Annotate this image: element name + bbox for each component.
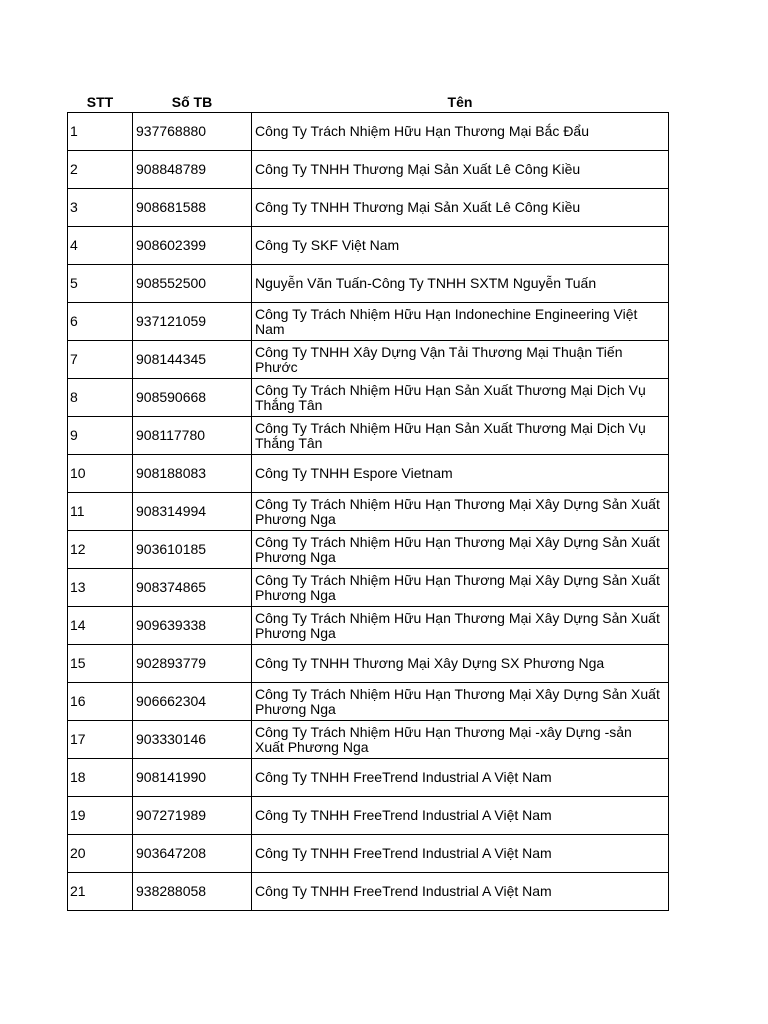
header-so-tb: Số TB <box>171 93 213 110</box>
header-row <box>68 92 669 113</box>
cell-ten: Công Ty TNHH FreeTrend Industrial A Việt Nam <box>252 759 669 797</box>
cell-ten: Nguyễn Văn Tuấn-Công Ty TNHH SXTM Nguyễn Tuấn <box>252 265 669 303</box>
cell-ten: Công Ty Trách Nhiệm Hữu Hạn Sản Xuất Thương Mại Dịch Vụ Thắng Tân <box>252 417 669 455</box>
cell-so-tb: 937768880 <box>133 113 252 151</box>
cell-ten: Công Ty TNHH FreeTrend Industrial A Việt Nam <box>252 797 669 835</box>
cell-so-tb: 908681588 <box>133 189 252 227</box>
table-row <box>68 835 669 873</box>
table-row <box>68 531 669 569</box>
cell-ten: Công Ty Trách Nhiệm Hữu Hạn Thương Mại Bắc Đẩu <box>252 113 669 151</box>
cell-stt: 9 <box>68 417 133 455</box>
cell-ten: Công Ty Trách Nhiệm Hữu Hạn Sản Xuất Thương Mại Dịch Vụ Thắng Tân <box>252 379 669 417</box>
cell-stt: 5 <box>68 265 133 303</box>
cell-stt: 3 <box>68 189 133 227</box>
table-row <box>68 189 669 227</box>
table-row <box>68 645 669 683</box>
table-row <box>68 797 669 835</box>
cell-so-tb: 908117780 <box>133 417 252 455</box>
cell-stt: 21 <box>68 873 133 911</box>
table-header <box>68 92 669 113</box>
cell-ten: Công Ty TNHH Espore Vietnam <box>252 455 669 493</box>
table-row <box>68 227 669 265</box>
cell-stt: 7 <box>68 341 133 379</box>
cell-ten: Công Ty Trách Nhiệm Hữu Hạn Thương Mại Xây Dựng Sản Xuất Phương Nga <box>252 531 669 569</box>
cell-stt: 14 <box>68 607 133 645</box>
cell-so-tb: 938288058 <box>133 873 252 911</box>
table-row <box>68 151 669 189</box>
table-row <box>68 417 669 455</box>
table-row <box>68 721 669 759</box>
cell-stt: 20 <box>68 835 133 873</box>
cell-ten: Công Ty TNHH Thương Mại Sản Xuất Lê Công Kiều <box>252 189 669 227</box>
cell-ten: Công Ty TNHH Thương Mại Sản Xuất Lê Công Kiều <box>252 151 669 189</box>
cell-stt: 15 <box>68 645 133 683</box>
table-row <box>68 607 669 645</box>
cell-stt: 11 <box>68 493 133 531</box>
cell-ten: Công Ty Trách Nhiệm Hữu Hạn Thương Mại Xây Dựng Sản Xuất Phương Nga <box>252 683 669 721</box>
cell-ten: Công Ty SKF Việt Nam <box>252 227 669 265</box>
table-row <box>68 493 669 531</box>
cell-so-tb: 908602399 <box>133 227 252 265</box>
table-row <box>68 873 669 911</box>
cell-so-tb: 907271989 <box>133 797 252 835</box>
cell-so-tb: 908141990 <box>133 759 252 797</box>
cell-stt: 19 <box>68 797 133 835</box>
cell-so-tb: 908590668 <box>133 379 252 417</box>
cell-so-tb: 908552500 <box>133 265 252 303</box>
header-ten: Tên <box>447 93 473 110</box>
cell-stt: 12 <box>68 531 133 569</box>
cell-ten: Công Ty TNHH Xây Dựng Vận Tải Thương Mại Thuận Tiến Phước <box>252 341 669 379</box>
table-row <box>68 265 669 303</box>
cell-stt: 4 <box>68 227 133 265</box>
cell-so-tb: 908144345 <box>133 341 252 379</box>
cell-so-tb: 908314994 <box>133 493 252 531</box>
cell-so-tb: 903330146 <box>133 721 252 759</box>
cell-stt: 6 <box>68 303 133 341</box>
table-row <box>68 341 669 379</box>
cell-ten: Công Ty Trách Nhiệm Hữu Hạn Thương Mại Xây Dựng Sản Xuất Phương Nga <box>252 607 669 645</box>
cell-stt: 17 <box>68 721 133 759</box>
subscriber-table <box>67 92 669 911</box>
cell-stt: 13 <box>68 569 133 607</box>
cell-so-tb: 908848789 <box>133 151 252 189</box>
cell-ten: Công Ty Trách Nhiệm Hữu Hạn Thương Mại Xây Dựng Sản Xuất Phương Nga <box>252 569 669 607</box>
cell-so-tb: 902893779 <box>133 645 252 683</box>
cell-ten: Công Ty Trách Nhiệm Hữu Hạn Thương Mại Xây Dựng Sản Xuất Phương Nga <box>252 493 669 531</box>
table-row <box>68 113 669 151</box>
cell-so-tb: 908374865 <box>133 569 252 607</box>
cell-so-tb: 903610185 <box>133 531 252 569</box>
cell-stt: 8 <box>68 379 133 417</box>
table-row <box>68 455 669 493</box>
table-row <box>68 303 669 341</box>
cell-stt: 1 <box>68 113 133 151</box>
cell-ten: Công Ty TNHH Thương Mại Xây Dựng SX Phương Nga <box>252 645 669 683</box>
table-body <box>68 113 669 911</box>
table-row <box>68 569 669 607</box>
cell-ten: Công Ty TNHH FreeTrend Industrial A Việt Nam <box>252 873 669 911</box>
cell-ten: Công Ty Trách Nhiệm Hữu Hạn Thương Mại -xây Dựng -sản Xuất Phương Nga <box>252 721 669 759</box>
cell-stt: 2 <box>68 151 133 189</box>
table-row <box>68 759 669 797</box>
cell-stt: 10 <box>68 455 133 493</box>
header-stt: STT <box>86 93 114 110</box>
cell-ten: Công Ty Trách Nhiệm Hữu Hạn Indonechine Engineering Việt Nam <box>252 303 669 341</box>
cell-so-tb: 906662304 <box>133 683 252 721</box>
cell-stt: 18 <box>68 759 133 797</box>
table-row <box>68 379 669 417</box>
cell-stt: 16 <box>68 683 133 721</box>
cell-so-tb: 937121059 <box>133 303 252 341</box>
table-row <box>68 683 669 721</box>
cell-so-tb: 903647208 <box>133 835 252 873</box>
cell-so-tb: 908188083 <box>133 455 252 493</box>
cell-so-tb: 909639338 <box>133 607 252 645</box>
cell-ten: Công Ty TNHH FreeTrend Industrial A Việt Nam <box>252 835 669 873</box>
